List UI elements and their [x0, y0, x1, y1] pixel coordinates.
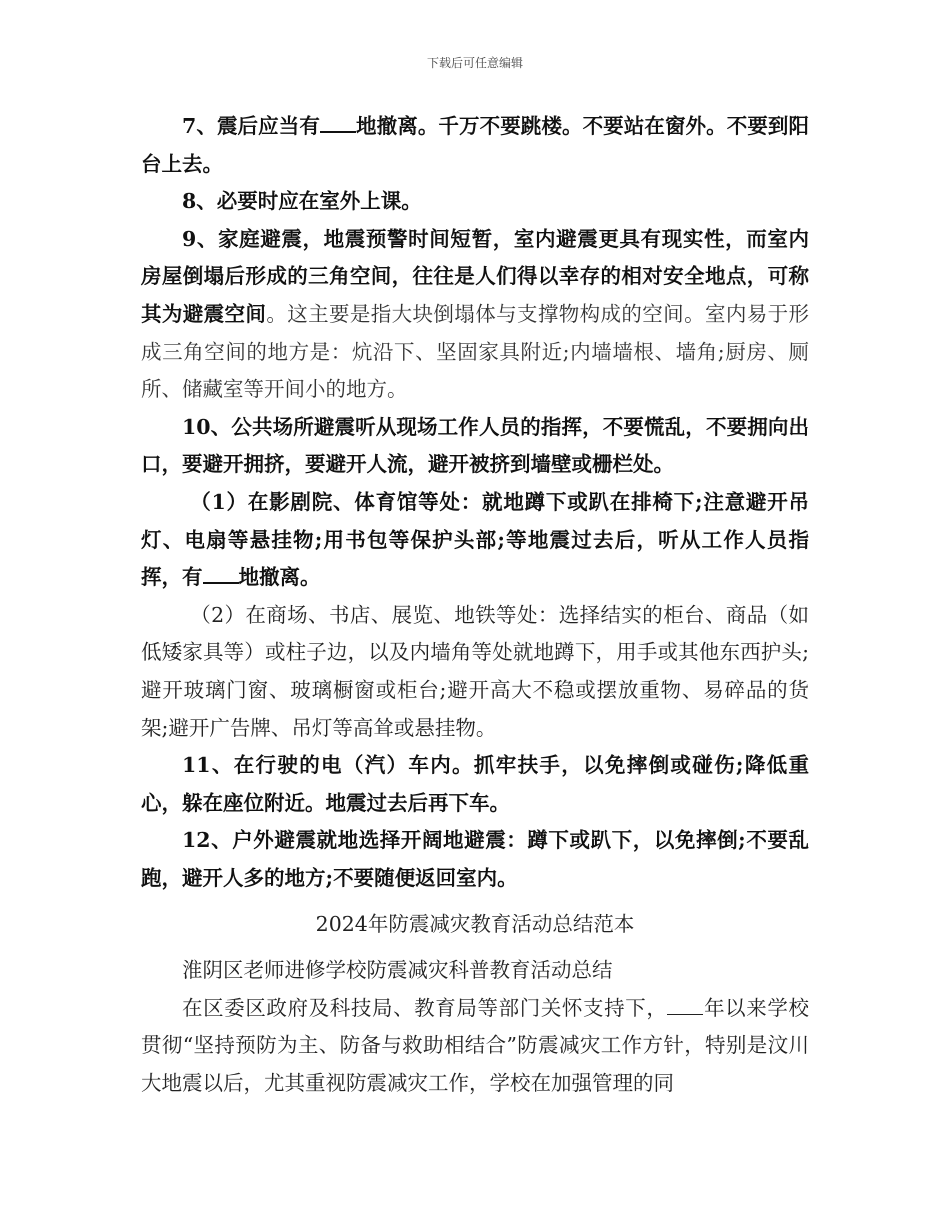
- item-7-text-a: 7、震后应当有: [182, 114, 320, 138]
- section-paragraph: [141, 990, 809, 1103]
- item-9-bold-text: 9、家庭避震，地震预警时间短暂，室内避震更具有现实性，而室内房屋倒塌后形成的三角空间，往往是人们得以幸存的相对安全地点，可称其为避震空间: [141, 226, 809, 326]
- section-title: 2024年防震减灾教育活动总结范本: [315, 912, 635, 937]
- item-7: [141, 108, 809, 183]
- item-10-1-text-b: 地撤离。: [238, 565, 321, 590]
- item-9: [141, 221, 809, 409]
- page-header-note: 下载后可任意编辑: [426, 56, 523, 70]
- section-paragraph-text-b: 年以来学校贯彻“坚持预防为主、防备与救助相结合”防震减灾工作方针，特别是汶川大地震以后，尤其重视防震减灾工作，学校在加强管理的同: [141, 995, 810, 1095]
- item-7-text-b: 地撤离。千万不要跳楼。不要站在窗外。不要到阳台上去。: [141, 114, 810, 176]
- item-11: 11、在行驶的电（汽）车内。抓牢扶手，以免摔倒或碰伤;降低重心，躲在座位附近。地震过去后再下车。: [141, 753, 809, 815]
- section-paragraph-text-a: 在区委区政府及科技局、教育局等部门关怀支持下，: [182, 995, 668, 1020]
- item-10-1-text-a: （1）在影剧院、体育馆等处：就地蹲下或趴在排椅下;注意避开吊灯、电扇等悬挂物;用书包等保护头部;等地震过去后，听从工作人员指挥，有: [141, 489, 809, 590]
- fill-blank: [320, 130, 356, 133]
- item-8: 8、必要时应在室外上课。: [182, 189, 422, 214]
- document-body: [141, 108, 809, 1102]
- section-subtitle: 淮阴区老师进修学校防震减灾科普教育活动总结: [182, 958, 613, 983]
- item-9-normal-text: 。这主要是指大块倒塌体与支撑物构成的空间。室内易于形成三角空间的地方是：炕沿下、坚固家具附近;内墙墙根、墙角;厨房、厕所、储藏室等开间小的地方。: [141, 301, 810, 402]
- item-10: 10、公共场所避震听从现场工作人员的指挥，不要慌乱，不要拥向出口，要避开拥挤，要避开人流，避开被挤到墙壁或栅栏处。: [141, 414, 809, 477]
- item-12: 12、户外避震就地选择开阔地避震：蹲下或趴下，以免摔倒;不要乱跑，避开人多的地方;不要随便返回室内。: [141, 828, 809, 890]
- fill-blank: [667, 1013, 703, 1015]
- fill-blank: [203, 581, 239, 584]
- item-10-1: [141, 484, 809, 597]
- item-10-2: （2）在商场、书店、展览、地铁等处：选择结实的柜台、商品（如低矮家具等）或柱子边，以及内墙角等处就地蹲下，用手或其他东西护头;避开玻璃门窗、玻璃橱窗或柜台;避开高大不稳或摆放重物、易碎品的货架;避开广告牌、吊灯等高耸或悬挂物。: [141, 602, 809, 740]
